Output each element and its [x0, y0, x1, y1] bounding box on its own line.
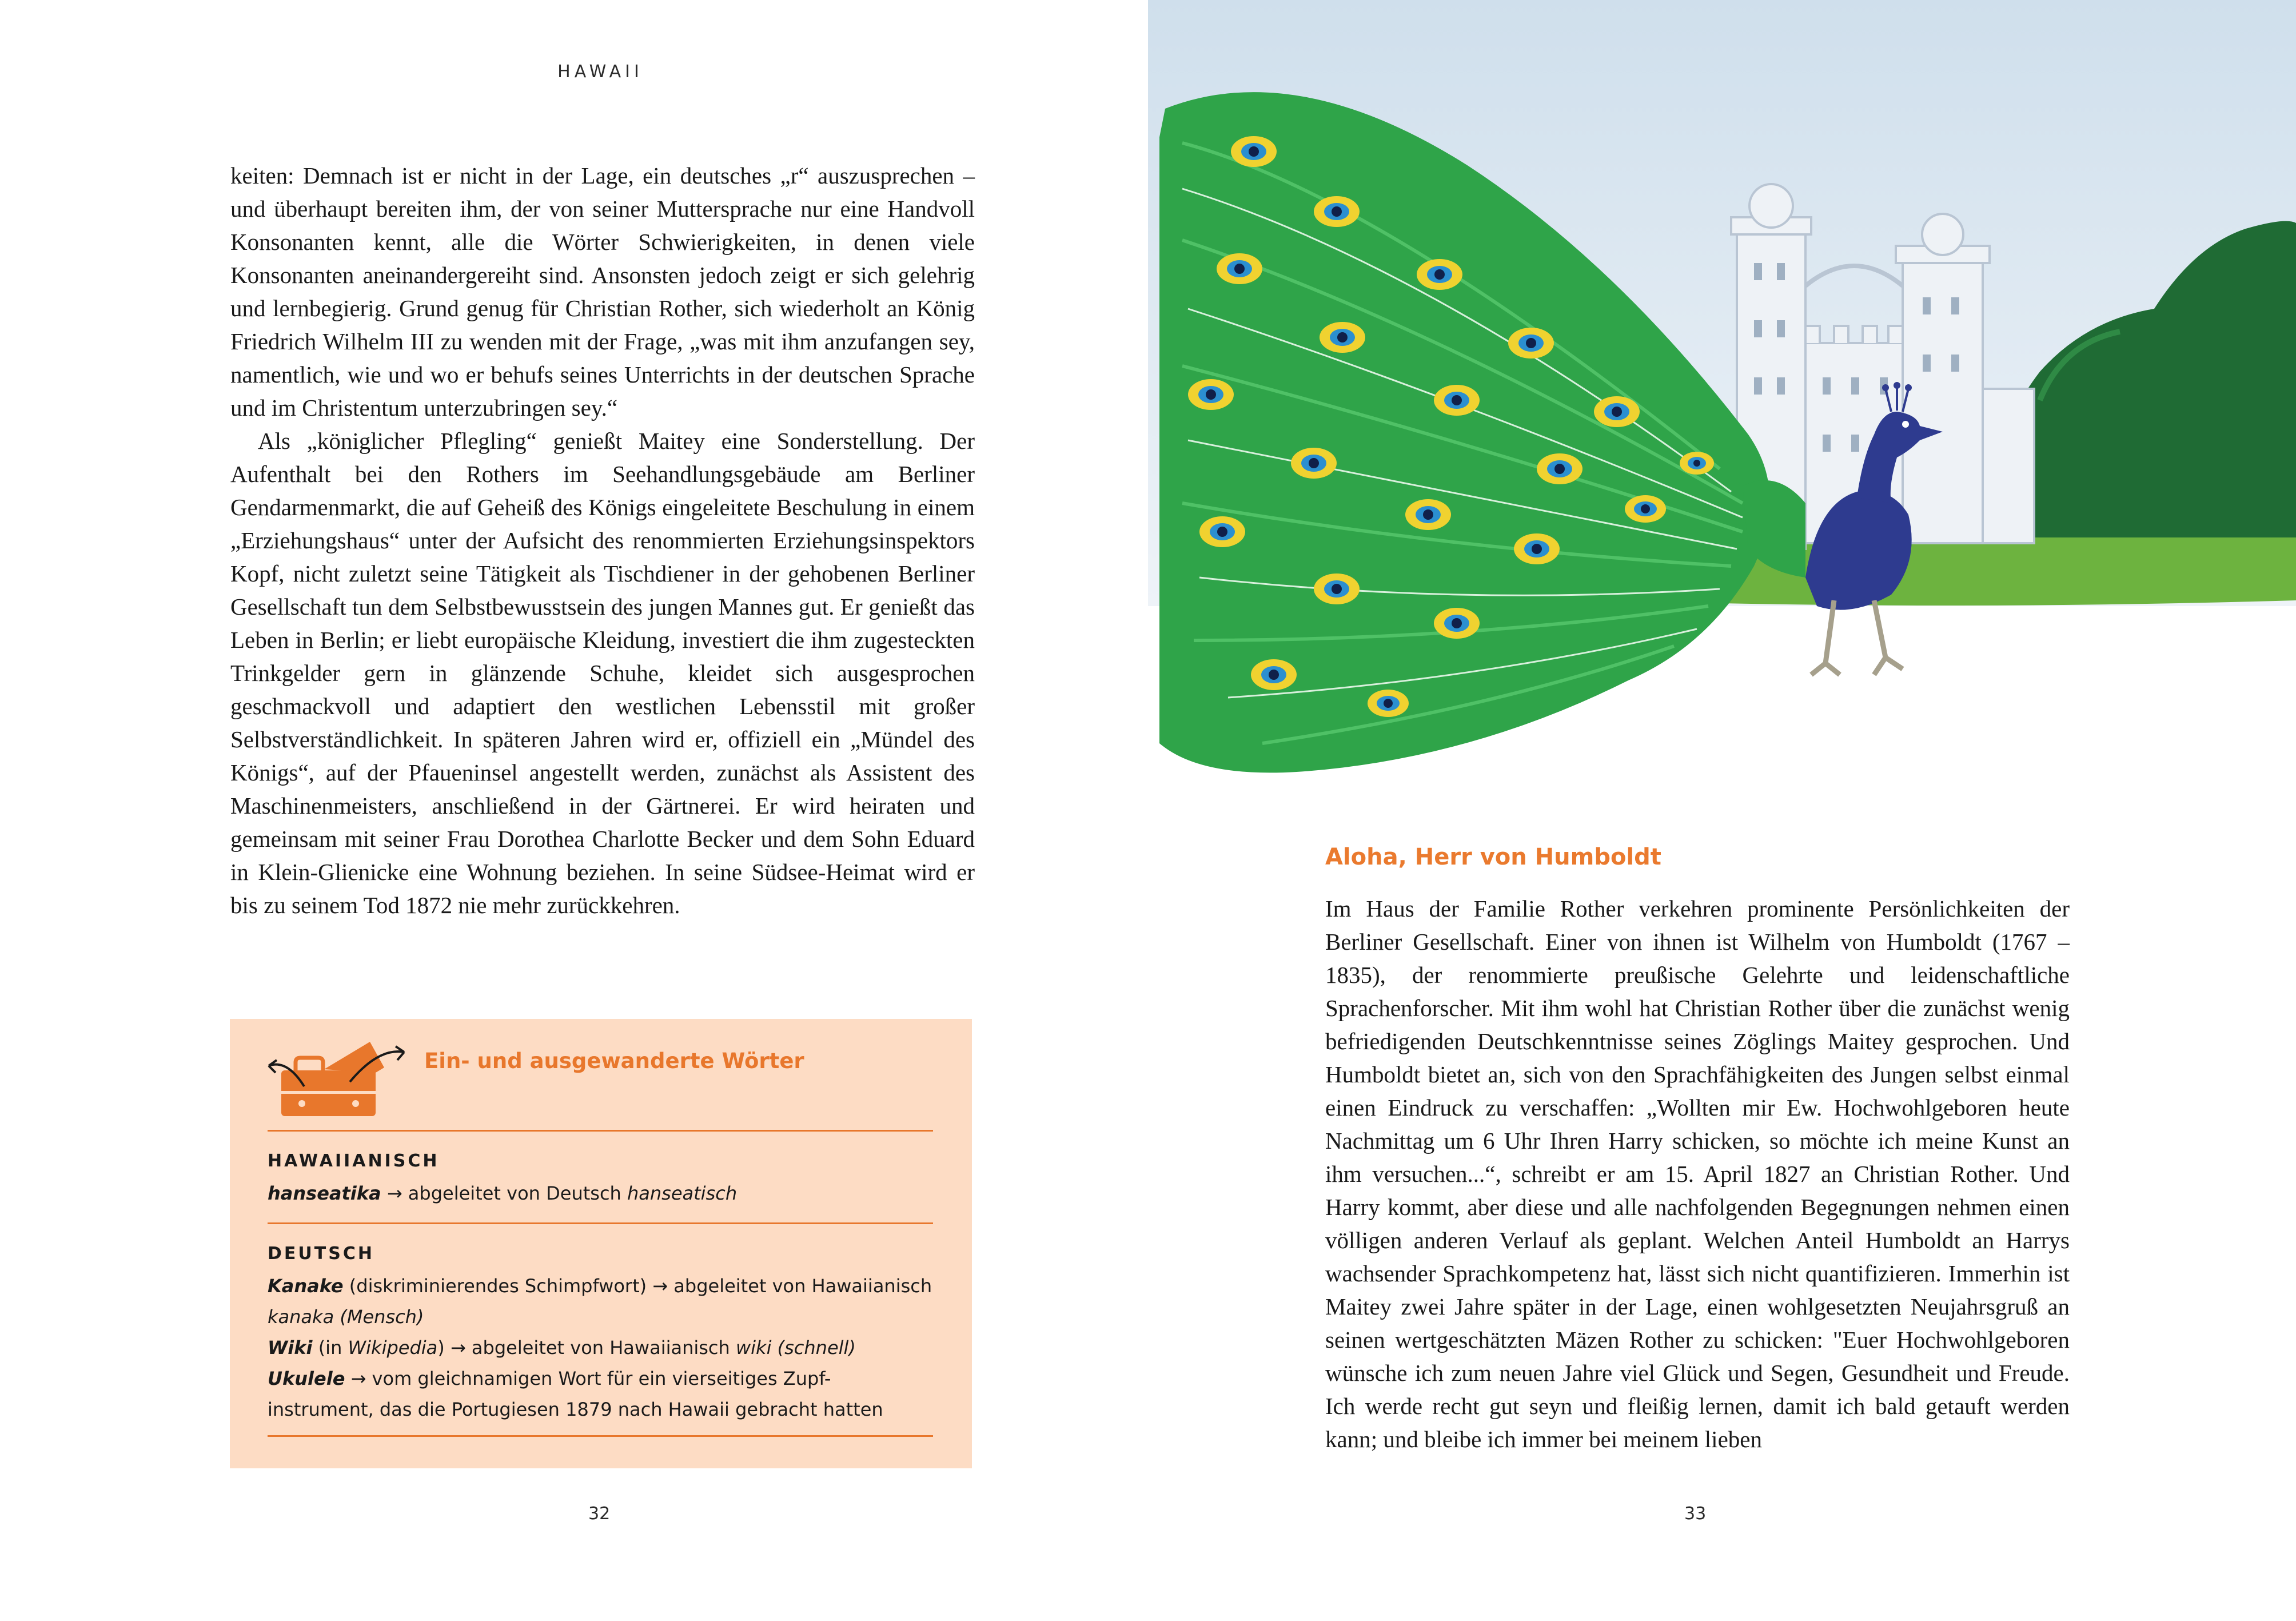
peacock-illustration: [1148, 0, 2296, 815]
section-subheading: Aloha, Herr von Humboldt: [1325, 844, 1661, 870]
box-divider: [268, 1222, 933, 1224]
german-section: [268, 1238, 942, 1425]
entry-wiki: Wiki (in Wikipedia) → abgeleitet von Hawaiianisch wiki (schnell): [268, 1337, 856, 1359]
running-head: HAWAII: [557, 62, 643, 82]
left-body-text: [230, 159, 975, 922]
hawaiian-heading: HAWAIIANISCH: [268, 1151, 440, 1171]
loanwords-box: [230, 1019, 972, 1468]
hawaiian-section: [268, 1146, 942, 1209]
page-number-right: 33: [1684, 1504, 1707, 1524]
entry-ukulele-cont: instrument, das die Portugiesen 1879 nach Hawaii gebracht hatten: [268, 1399, 883, 1420]
entry-kanake: Kanake (diskriminierendes Schimpfwort) → abgeleitet von Hawaiianisch: [268, 1275, 932, 1297]
right-body-text: [1325, 892, 2070, 1456]
right-paragraph: Im Haus der Familie Rother verkehren prominente Persönlichkeiten der Berliner Gesellschaft. Einer von ihnen ist Wilhelm von Humboldt (1767 – 1835), der renommierte preußische Gelehrte und leidenschaftliche Sprachenforscher. Mit ihm wohl hat Christian Rother über die zunächst wenig befriedigenden Deutschkenntnisse seines Zöglings Maitey gesprochen. Und Humboldt bietet an, sich von den Sprachfähigkeiten des Jungen selbst einmal einen Eindruck zu verschaffen: „Wollten mir Ew. Hochwohlgeboren heute Nachmittag um 6 Uhr Ihren Harry schicken, so möchte ich meine Kunst an ihm versuchen...“, schreibt er am 15. April 1827 an Christian Rother. Und Harry kommt, aber diese und alle nachfolgenden Begegnungen nehmen einen völligen anderen Verlauf als geplant. Welchen Anteil Humboldt an Harrys wachsender Sprachkompetenz hat, lässt sich nicht quantifizieren. Immerhin ist Maitey zwei Jahre später in der Lage, einen wohlgesetzten Neujahrsgruß an seinen wertgeschätzten Mäzen Rother zu schicken: "Euer Hochwohlgeboren wünsche ich zum neuen Jahre viel Glück und Segen, Gesundheit und Freude. Ich werde recht gut seyn und fleißig lernen, damit ich bald getauft werden kann; und bleibe ich immer bei meinem lieben: [1325, 895, 2070, 1452]
box-title: Ein- und ausgewanderte Wörter: [424, 1049, 804, 1073]
paragraph-2: Als „königlicher Pflegling“ genießt Maitey eine Sonderstellung. Der Aufenthalt bei den Rothers im Seehandlungsgebäude am Berliner Gendarmenmarkt, die auf Geheiß des Königs eingeleitete Beschulung in einem „Erziehungshaus“ unter der Aufsicht des renommierten Erziehungsinspektors Kopf, nicht zuletzt seine Tätigkeit als Tischdiener in der gehobenen Berliner Gesellschaft tun dem Selbstbewusstsein des jungen Mannes gut. Er genießt das Leben in Berlin; er liebt europäische Kleidung, investiert die ihm zugesteckten Trinkgelder gern in glänzende Schuhe, kleidet sich ausgesprochen geschmackvoll und adaptiert den westlichen Lebensstil mit großer Selbstverständlichkeit. In späteren Jahren wird er, offiziell ein „Mündel des Königs“, auf der Pfaueninsel angestellt werden, zunächst als Assistent des Maschinenmeisters, anschließend in der Gärtnerei. Er wird heiraten und gemeinsam mit seiner Frau Dorothea Charlotte Becker und dem Sohn Eduard in Klein-Glienicke eine Wohnung beziehen. In seine Südsee-Heimat wird er bis zu seinem Tod 1872 nie mehr zurückkehren.: [230, 428, 975, 918]
entry-ukulele: Ukulele → vom gleichnamigen Wort für ein vierseitiges Zupf-: [268, 1368, 831, 1389]
box-divider: [268, 1130, 933, 1132]
right-page: [1148, 0, 2296, 1621]
paragraph-1: keiten: Demnach ist er nicht in der Lage, ein deutsches „r“ auszusprechen – und überhaupt bereiten ihm, der von seiner Muttersprache nur eine Handvoll Konsonanten kennt, alle die Wörter Schwierigkeiten, in denen viele Konsonanten aneinandergereiht sind. Ansonsten jedoch zeigt er sich gelehrig und lernbegierig. Grund genug für Christian Rother, sich wiederholt an König Friedrich Wilhelm III zu wenden mit der Frage, „was mit ihm anzufangen sey, namentlich, wie und wo er behufs seines Unterrichts in der deutschen Sprache und im Christentum unterzubringen sey.“: [230, 162, 975, 421]
entry-kanake-source: kanaka (Mensch): [268, 1306, 424, 1328]
page-number-left: 32: [588, 1504, 611, 1524]
german-heading: DEUTSCH: [268, 1244, 374, 1264]
hawaiian-entry: hanseatika → abgeleitet von Deutsch hanseatisch: [268, 1182, 738, 1204]
box-divider: [268, 1435, 933, 1437]
suitcase-icon: [264, 1036, 407, 1122]
